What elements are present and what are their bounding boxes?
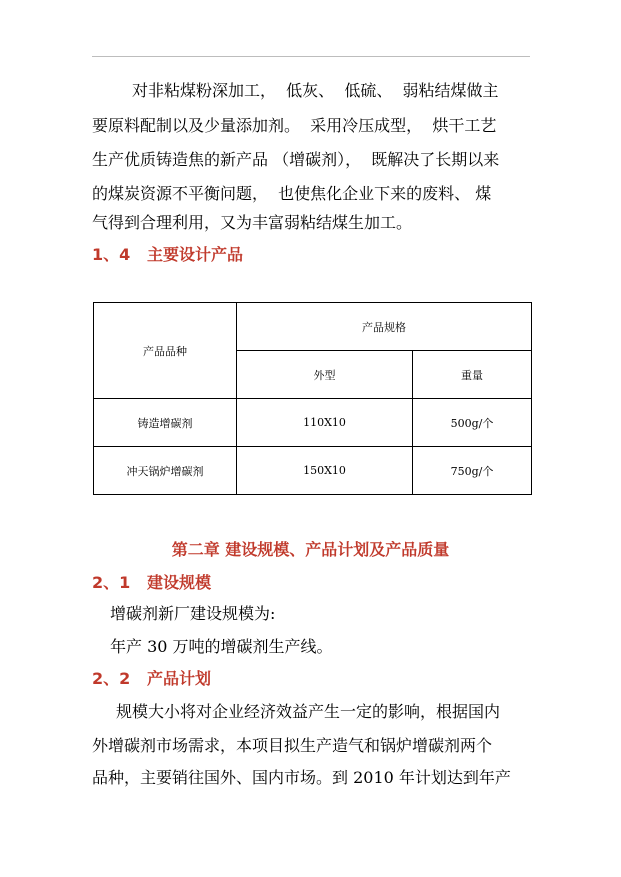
table-header-row <box>94 303 532 351</box>
section-1-4-title: 1、4 主要设计产品 <box>92 245 243 264</box>
weight-header: 重量 <box>413 351 532 399</box>
section-2-1-title: 2、1 建设规模 <box>92 573 211 592</box>
intro-line-2: 要原料配制以及少量添加剂。 采用冷压成型， 烘干工艺 <box>92 116 497 135</box>
intro-line-1: 对非粘煤粉深加工， 低灰、 低硫、 弱粘结煤做主 <box>132 81 499 100</box>
chapter-2-title: 第二章 建设规模、产品计划及产品质量 <box>171 540 450 559</box>
weight-cell: 500g/个 <box>413 399 532 447</box>
variety-cell: 铸造增碳剂 <box>94 399 237 447</box>
intro-line-3: 生产优质铸造焦的新产品 （增碳剂）， 既解决了长期以来 <box>92 150 500 169</box>
section-2-2-line-1: 规模大小将对企业经济效益产生一定的影响，根据国内 <box>116 702 501 721</box>
spec-header: 产品规格 <box>237 303 532 351</box>
shape-cell: 150X10 <box>237 447 413 495</box>
section-2-1-line-1: 增碳剂新厂建设规模为: <box>110 604 276 623</box>
weight-cell: 750g/个 <box>413 447 532 495</box>
intro-line-4: 的煤炭资源不平衡问题， 也使焦化企业下来的废料、 煤 <box>92 184 492 203</box>
section-2-2-title: 2、2 产品计划 <box>92 669 211 688</box>
product-spec-table <box>93 302 532 495</box>
page-header-rule <box>92 56 530 57</box>
variety-header: 产品品种 <box>94 303 237 399</box>
section-2-2-line-3: 品种，主要销往国外、国内市场。到 2010 年计划达到年产 <box>92 768 511 787</box>
table-row <box>94 399 532 447</box>
shape-cell: 110X10 <box>237 399 413 447</box>
section-2-1-line-2: 年产 30 万吨的增碳剂生产线。 <box>110 637 333 656</box>
shape-header: 外型 <box>237 351 413 399</box>
intro-line-5: 气得到合理利用，又为丰富弱粘结煤生加工。 <box>92 213 413 232</box>
variety-cell: 冲天锅炉增碳剂 <box>94 447 237 495</box>
section-2-2-line-2: 外增碳剂市场需求，本项目拟生产造气和锅炉增碳剂两个 <box>92 736 493 755</box>
table-row <box>94 447 532 495</box>
